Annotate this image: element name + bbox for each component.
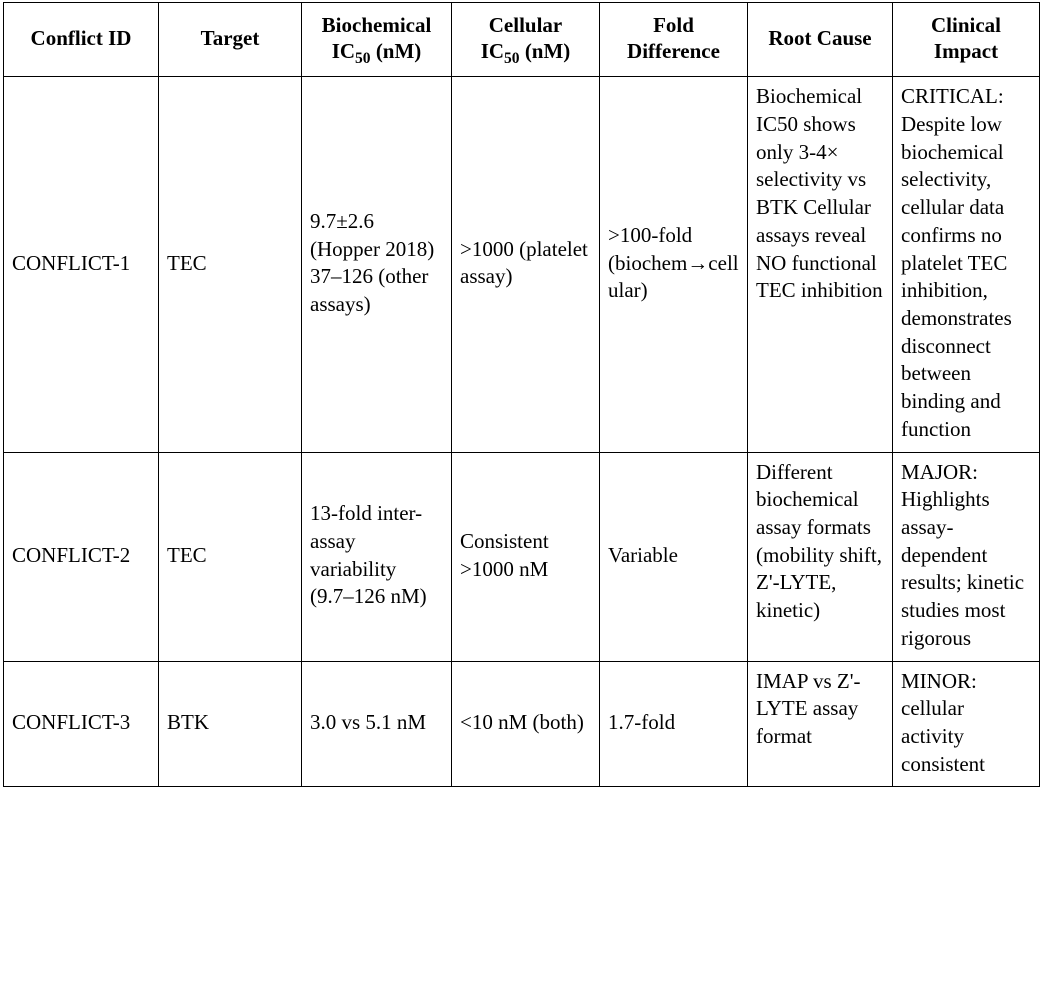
table-row xyxy=(4,452,1040,661)
cell-fold-difference: 1.7-fold xyxy=(600,661,748,787)
column-header-clinical-impact xyxy=(893,3,1040,77)
cell-conflict-id: CONFLICT-3 xyxy=(4,661,159,787)
header-line-1: Biochemical xyxy=(321,13,432,37)
column-header-biochemical-ic50 xyxy=(302,3,452,77)
table-body xyxy=(4,77,1040,787)
cell-clinical-impact: CRITICAL: Despite low biochemical selectivity, cellular data confirms no platelet TEC inhibition, demonstrates disconnect between binding and function xyxy=(893,77,1040,452)
header-line-2: $IC_{50}$ (nM) xyxy=(480,38,571,67)
table-header xyxy=(4,3,1040,77)
cell-cellular-ic50: Consistent >1000 nM xyxy=(452,452,600,661)
column-header-fold-difference xyxy=(600,3,748,77)
cell-conflict-id: CONFLICT-1 xyxy=(4,77,159,452)
cell-target: BTK xyxy=(159,661,302,787)
column-header-target xyxy=(159,3,302,77)
header-line-1: Root Cause xyxy=(768,25,872,50)
header-line-2: Impact xyxy=(933,38,999,63)
column-header-cellular-ic50 xyxy=(452,3,600,77)
header-line-1: Conflict ID xyxy=(30,25,132,50)
cell-root-cause: IMAP vs Z'-LYTE assay format xyxy=(748,661,893,787)
cell-cellular-ic50: <10 nM (both) xyxy=(452,661,600,787)
table-row xyxy=(4,661,1040,787)
cell-target: TEC xyxy=(159,452,302,661)
header-line-2: Difference xyxy=(627,38,720,63)
cell-clinical-impact: MINOR: cellular activity consistent xyxy=(893,661,1040,787)
cell-cellular-ic50: >1000 (platelet assay) xyxy=(452,77,600,452)
column-header-conflict-id xyxy=(4,3,159,77)
cell-target: TEC xyxy=(159,77,302,452)
cell-clinical-impact: MAJOR: Highlights assay-dependent results; kinetic studies most rigorous xyxy=(893,452,1040,661)
cell-conflict-id: CONFLICT-2 xyxy=(4,452,159,661)
cell-biochemical-ic50: 3.0 vs 5.1 nM xyxy=(302,661,452,787)
cell-fold-difference: Variable xyxy=(600,452,748,661)
table-row xyxy=(4,77,1040,452)
assay-conflict-table xyxy=(3,2,1040,787)
header-line-1: Clinical xyxy=(930,13,1001,37)
header-line-1: Target xyxy=(200,25,260,50)
cell-biochemical-ic50: 9.7±2.6 (Hopper 2018) 37–126 (other assays) xyxy=(302,77,452,452)
header-line-2: $IC_{50}$ (nM) xyxy=(331,38,422,67)
cell-root-cause: Biochemical IC50 shows only 3-4× selectivity vs BTK Cellular assays reveal NO functional TEC inhibition xyxy=(748,77,893,452)
table-header-row xyxy=(4,3,1040,77)
cell-biochemical-ic50: 13-fold inter-assay variability (9.7–126 nM) xyxy=(302,452,452,661)
cell-fold-difference: >100-fold (biochem→cellular) xyxy=(600,77,748,452)
cell-root-cause: Different biochemical assay formats (mobility shift, Z'-LYTE, kinetic) xyxy=(748,452,893,661)
header-line-1: Cellular xyxy=(488,13,563,37)
header-line-1: Fold xyxy=(653,13,694,37)
column-header-root-cause xyxy=(748,3,893,77)
